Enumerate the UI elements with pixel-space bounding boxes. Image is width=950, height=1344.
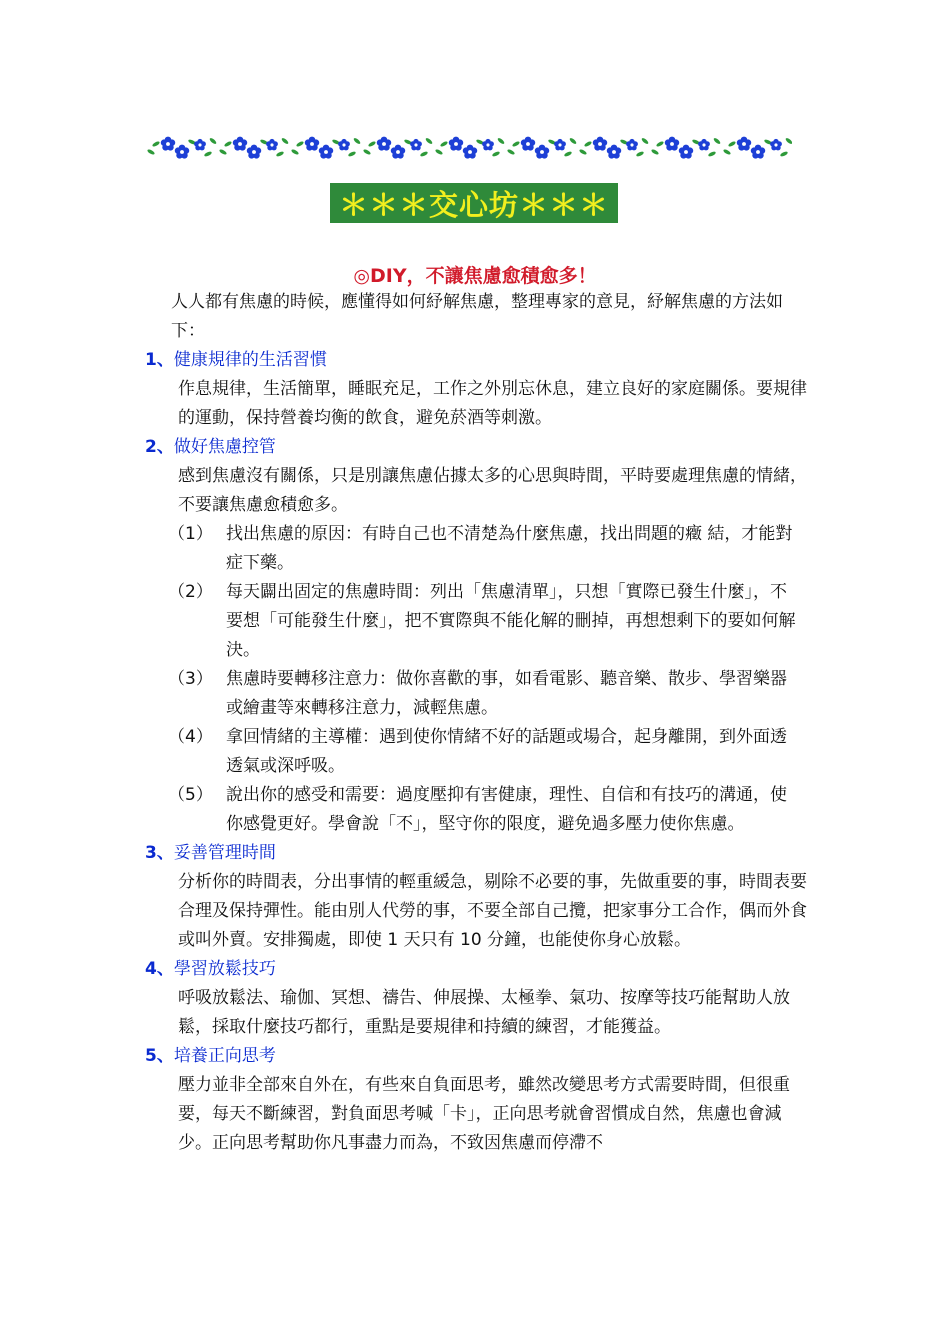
section-title	[0, 955, 950, 984]
section-title	[0, 433, 950, 462]
section-5	[0, 1042, 950, 1158]
flower-icon	[679, 145, 693, 159]
leaf-icon	[204, 151, 213, 158]
flower-icon	[247, 145, 261, 159]
section-body: 作息規律，生活簡單，睡眠充足，工作之外別忘休息，建立良好的家庭關係。要規律的運動，保持營養均衡的飲食，避免菸酒等刺激。	[178, 379, 807, 428]
list-item-number: （3）	[168, 669, 213, 689]
leaf-icon	[785, 137, 792, 145]
leaf-icon	[636, 151, 645, 158]
flower-icon	[463, 145, 477, 159]
list-item-number: （2）	[168, 582, 213, 602]
leaf-icon	[708, 151, 717, 158]
leaf-icon	[723, 148, 732, 155]
flower-icon	[593, 137, 607, 151]
flower-icon	[410, 139, 422, 151]
flower-icon	[175, 145, 189, 159]
flower-icon	[665, 137, 679, 151]
leaf-icon	[224, 140, 233, 147]
list-item-number: （4）	[168, 727, 213, 747]
flower-icon	[482, 139, 494, 151]
article-heading: ◎DIY，不讓焦慮愈積愈多！	[353, 265, 597, 287]
flower-icon	[626, 139, 638, 151]
leaf-icon	[656, 140, 665, 147]
section-3	[0, 839, 950, 955]
leaf-icon	[368, 140, 377, 147]
leaf-icon	[291, 148, 300, 155]
flower-icon	[698, 139, 710, 151]
list-item-text: 說出你的感受和需要：過度壓抑有害健康，理性、自信和有技巧的溝通，使你感覺更好。學會說「不」，堅守你的限度，避免過多壓力使你焦慮。	[226, 785, 787, 834]
section-number: 1、	[145, 350, 174, 370]
leaf-icon	[564, 151, 573, 158]
list-item-text: 找出焦慮的原因：有時自己也不清楚為什麼焦慮，找出問題的癥 結，才能對症下藥。	[226, 524, 793, 573]
leaf-icon	[353, 137, 361, 145]
leaf-icon	[507, 148, 516, 155]
list-item	[0, 520, 950, 578]
list-item	[0, 578, 950, 665]
leaf-icon	[425, 137, 433, 145]
section-title-text: 做好焦慮控管	[173, 437, 276, 457]
leaf-icon	[651, 148, 660, 155]
list-item-text: 每天闢出固定的焦慮時間：列出「焦慮清單」，只想「實際已發生什麼」，不要想「可能發生什麼」，把不實際與不能化解的刪掉，再想想剩下的要如何解決。	[226, 582, 796, 660]
list-item-number: （5）	[168, 785, 213, 805]
leaf-icon	[420, 151, 429, 158]
flower-icon	[554, 139, 566, 151]
section-title-text: 健康規律的生活習慣	[173, 350, 327, 370]
flower-icon	[770, 139, 782, 151]
flower-icon	[737, 137, 751, 151]
leaf-icon	[209, 137, 217, 145]
section-4	[0, 955, 950, 1042]
leaf-icon	[641, 137, 649, 145]
section-2	[0, 433, 950, 839]
leaf-icon	[492, 151, 501, 158]
section-body: 壓力並非全部來自外在，有些來自負面思考，雖然改變思考方式需要時間，但很重要，每天不斷練習，對負面思考喊「卡」，正向思考就會習慣成自然，焦慮也會減少。正向思考幫助你凡事盡力而為，不致因焦慮而停滯不	[178, 1075, 790, 1153]
leaf-icon	[363, 148, 372, 155]
leaf-icon	[584, 140, 593, 147]
leaf-icon	[296, 140, 305, 147]
document-body	[0, 288, 950, 1158]
list-item	[0, 781, 950, 839]
flower-border-decoration	[146, 130, 792, 166]
flower-icon	[391, 145, 405, 159]
page-title: ＊＊＊交心坊＊＊＊	[338, 187, 609, 222]
flower-icon	[266, 139, 278, 151]
flower-icon	[607, 145, 621, 159]
leaf-icon	[440, 140, 449, 147]
leaf-icon	[780, 151, 789, 158]
leaf-icon	[276, 151, 285, 158]
section-title	[0, 1042, 950, 1071]
flower-icon	[161, 137, 175, 151]
flower-icon	[338, 139, 350, 151]
leaf-icon	[219, 148, 228, 155]
section-number: 2、	[145, 437, 174, 457]
leaf-icon	[435, 148, 444, 155]
flower-icon	[194, 139, 206, 151]
leaf-icon	[728, 140, 737, 147]
section-title-text: 妥善管理時間	[173, 843, 276, 863]
section-title-text: 培養正向思考	[173, 1046, 276, 1066]
leaf-icon	[512, 140, 521, 147]
flower-icon	[233, 137, 247, 151]
leaf-icon	[497, 137, 505, 145]
section-title-text: 學習放鬆技巧	[173, 959, 276, 979]
leaf-icon	[147, 148, 156, 155]
section-title	[0, 839, 950, 868]
section-number: 4、	[145, 959, 174, 979]
leaf-icon	[713, 137, 721, 145]
flower-icon	[377, 137, 391, 151]
leaf-icon	[569, 137, 577, 145]
flower-icon	[449, 137, 463, 151]
section-number: 5、	[145, 1046, 174, 1066]
flower-icon	[305, 137, 319, 151]
flower-icon	[535, 145, 549, 159]
leaf-icon	[348, 151, 357, 158]
list-item	[0, 665, 950, 723]
intro-paragraph: 人人都有焦慮的時候，應懂得如何紓解焦慮，整理專家的意見，紓解焦慮的方法如下：	[171, 292, 783, 341]
flower-icon	[751, 145, 765, 159]
list-item-text: 拿回情緒的主導權：遇到使你情緒不好的話題或場合，起身離開，到外面透透氣或深呼吸。	[226, 727, 787, 776]
section-title	[0, 346, 950, 375]
section-body: 呼吸放鬆法、瑜伽、冥想、禱告、伸展操、太極拳、氣功、按摩等技巧能幫助人放鬆，採取什麼技巧都行，重點是要規律和持續的練習，才能獲益。	[178, 988, 790, 1037]
list-item	[0, 723, 950, 781]
section-1	[0, 346, 950, 433]
flower-icon	[521, 137, 535, 151]
leaf-icon	[281, 137, 289, 145]
list-item-text: 焦慮時要轉移注意力：做你喜歡的事，如看電影、聽音樂、散步、學習樂器或繪畫等來轉移注意力，減輕焦慮。	[226, 669, 787, 718]
list-item-number: （1）	[168, 524, 213, 544]
section-body: 感到焦慮沒有關係，只是別讓焦慮佔據太多的心思與時間，平時要處理焦慮的情緒，不要讓焦慮愈積愈多。	[178, 466, 807, 515]
leaf-icon	[579, 148, 588, 155]
section-body: 分析你的時間表，分出事情的輕重緩急，剔除不必要的事，先做重要的事，時間表要合理及保持彈性。能由別人代勞的事，不要全部自己攬，把家事分工合作，偶而外食或叫外賣。安排獨處，即使 1 天只有 10 分鐘，也能使你身心放鬆。	[178, 872, 807, 950]
flower-icon	[319, 145, 333, 159]
leaf-icon	[152, 140, 161, 147]
title-banner	[330, 183, 618, 223]
section-number: 3、	[145, 843, 174, 863]
